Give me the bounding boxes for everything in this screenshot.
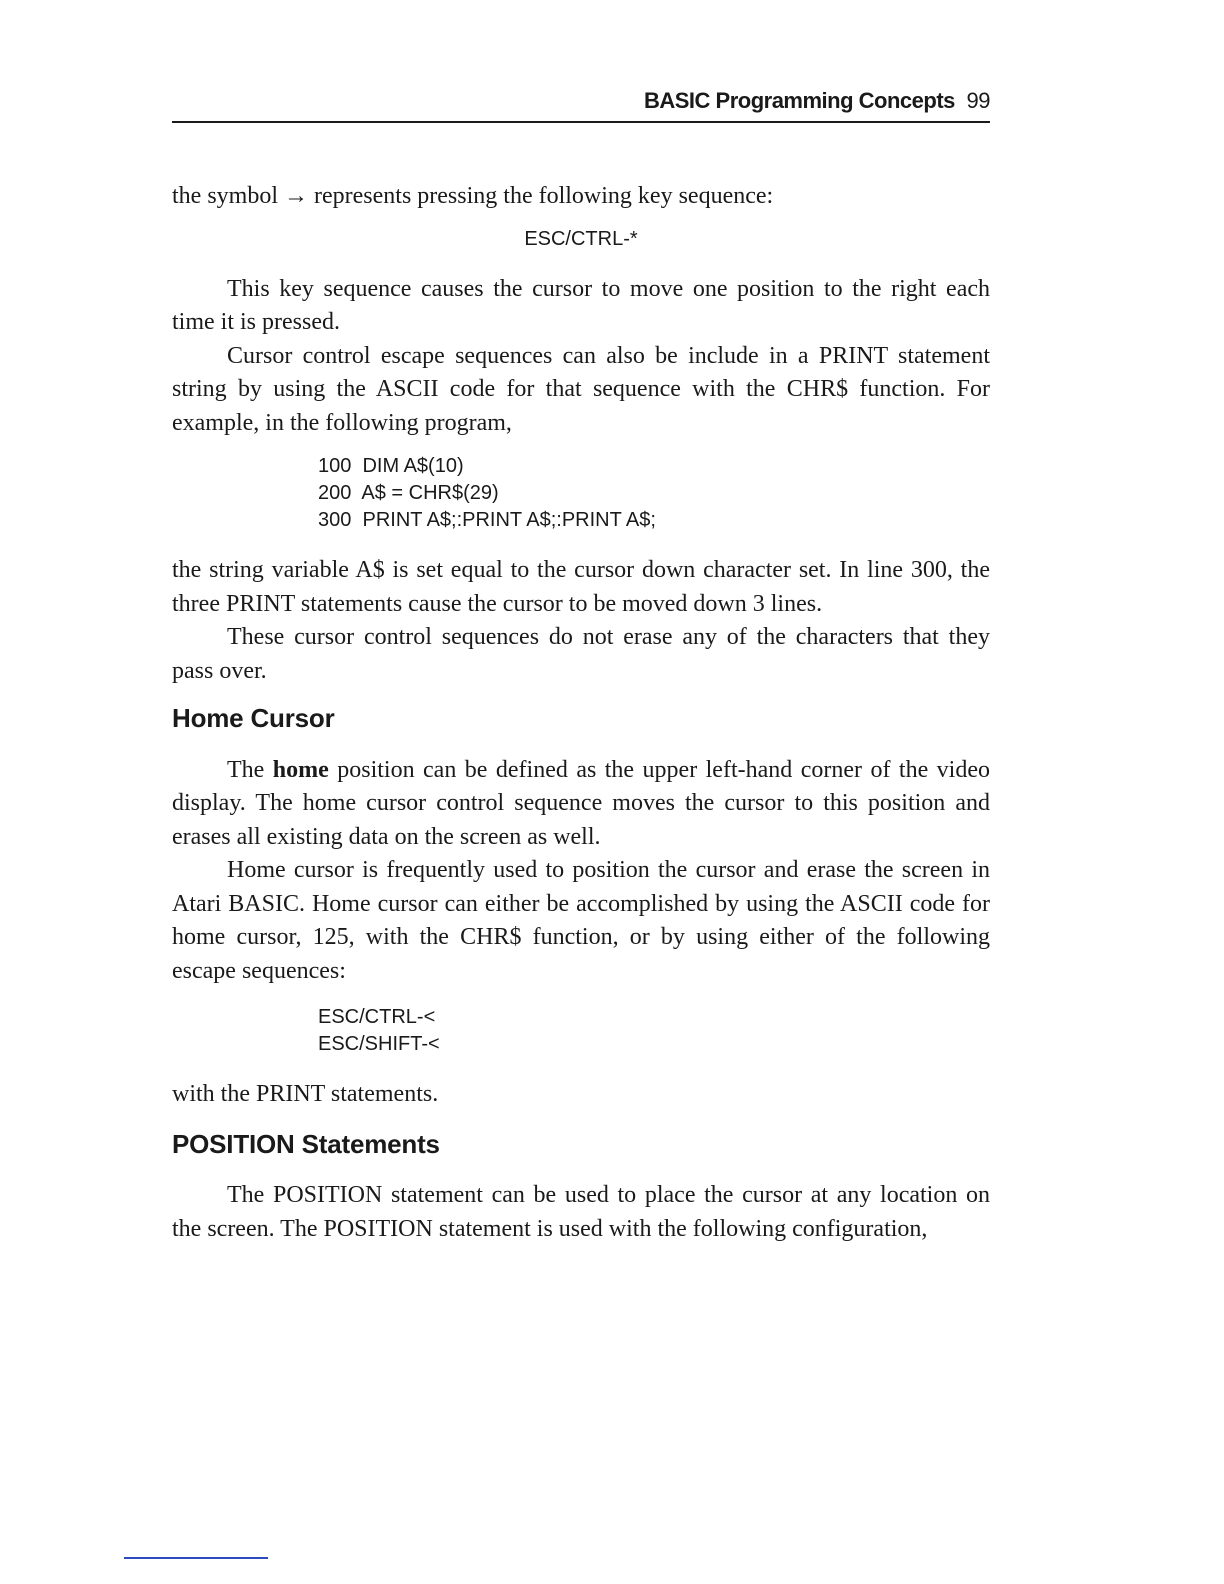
page-number: 99 xyxy=(966,88,990,113)
escape-sequence-list xyxy=(318,1004,990,1058)
paragraph-home-position xyxy=(172,754,990,855)
footer-rule xyxy=(124,1557,268,1559)
program-line: 200 A$ = CHR$(29) xyxy=(318,482,499,504)
paragraph-print-statements: with the PRINT statements. xyxy=(172,1081,439,1107)
paragraph-home-usage: Home cursor is frequently used to position the cursor and erase the screen in Atari BASIC. Home cursor can either be accomplished by using the ASCII code for home cursor, 125, with the CHR$ function, or by using either of the following escape sequences: xyxy=(172,857,990,984)
paragraph-cursor-control: Cursor control escape sequences can also be include in a PRINT statement string by using the ASCII code for that sequence with the CHR$ function. For example, in the following program, xyxy=(172,342,990,436)
program-line: 300 PRINT A$;:PRINT A$;:PRINT A$; xyxy=(318,509,656,531)
heading-position-statements: POSITION Statements xyxy=(172,1128,440,1159)
paragraph-symbol-intro: the symbol → represents pressing the following key sequence: xyxy=(172,183,774,209)
key-sequence-right: ESC/CTRL-* xyxy=(524,227,638,250)
paragraph-position: The POSITION statement can be used to place the cursor at any location on the screen. The POSITION statement is used with the following configuration, xyxy=(172,1182,990,1242)
paragraph-no-erase: These cursor control sequences do not erase any of the characters that they pass over. xyxy=(172,624,990,684)
escape-sequence: ESC/SHIFT-< xyxy=(318,1033,440,1055)
page-body xyxy=(172,180,990,1246)
heading-home-cursor: Home Cursor xyxy=(172,703,335,733)
program-listing xyxy=(318,453,990,534)
running-head xyxy=(644,88,990,114)
home-term: home xyxy=(272,756,329,783)
program-line: 100 DIM A$(10) xyxy=(318,455,464,477)
home-post: position can be defined as the upper left-hand corner of the video display. The home cursor control sequence moves the cursor to this position and erases all existing data on the screen as well. xyxy=(172,756,991,850)
header-rule xyxy=(172,121,990,123)
home-pre: The xyxy=(227,756,273,783)
paragraph-string-variable: the string variable A$ is set equal to the cursor down character set. In line 300, the three PRINT statements cause the cursor to be moved down 3 lines. xyxy=(172,557,990,617)
running-title: BASIC Programming Concepts xyxy=(643,88,955,113)
escape-sequence: ESC/CTRL-< xyxy=(318,1006,436,1028)
paragraph-key-sequence: This key sequence causes the cursor to move one position to the right each time it is pressed. xyxy=(172,275,990,335)
